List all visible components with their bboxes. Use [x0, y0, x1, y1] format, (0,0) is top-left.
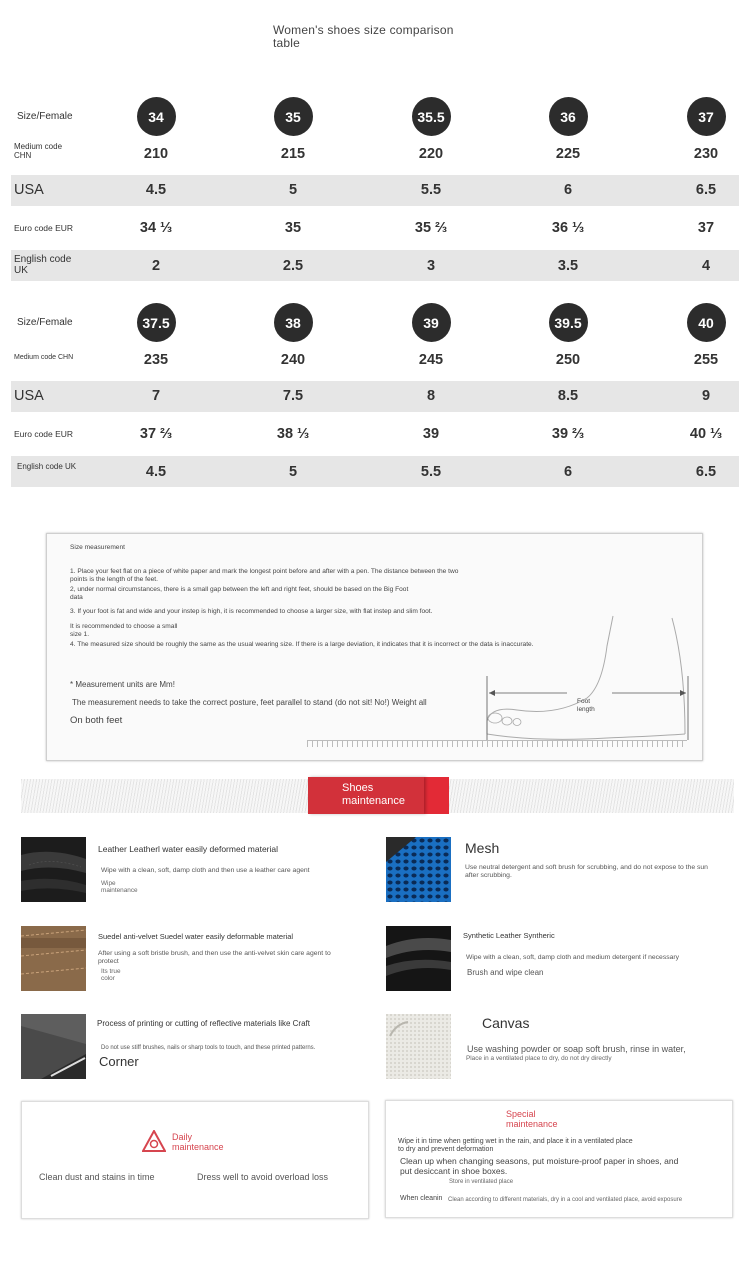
size-row [11, 96, 739, 136]
leather-title: Leather Leatherl water easily deformed material [98, 844, 279, 854]
size-circle: 34 [137, 97, 176, 136]
daily-right-text: Dress well to avoid overload loss [197, 1172, 329, 1182]
eur-row [11, 419, 739, 450]
uk-row [11, 250, 739, 281]
uk-row [11, 456, 739, 487]
page-title: Women's shoes size comparison table [273, 23, 454, 50]
chn-row [11, 346, 739, 378]
eur-cell: 39 ⅔ [551, 426, 585, 442]
craft-desc: Do not use stiff brushes, nails or sharp tools to touch, and these printed patterns. [101, 1045, 316, 1051]
chn-cell: 240 [280, 352, 306, 368]
eur-cell: 35 ⅔ [414, 220, 448, 236]
eur-cell: 34 ⅓ [139, 220, 173, 236]
usa-cell: 9 [701, 388, 711, 404]
eur-cell: 40 ⅓ [689, 426, 723, 442]
special-line-1: Wipe it in time when getting wet in the rain, and place it in a ventilated place to dry and prevent deformation [398, 1138, 633, 1153]
foot-length-label: Foot length [577, 698, 595, 713]
craft-title: Process of printing or cutting of reflective materials like Craft [97, 1019, 310, 1028]
measurement-step-4: 4. The measured size should be roughly the same as the usual wearing size. If there is a large deviation, it indicates that it is incorrect or the data is inaccurate. [70, 641, 534, 648]
canvas-desc: Use washing powder or soap soft brush, rinse in water, [467, 1044, 686, 1054]
chn-cell: 255 [693, 352, 719, 368]
synthetic-leather-note: Brush and wipe clean [467, 968, 544, 977]
suede-title: Suedel anti-velvet Suedel water easily deformable material [98, 932, 294, 941]
row-label-size: Size/Female [17, 111, 73, 122]
size-circle: 35.5 [412, 97, 451, 136]
row-label-chn: Medium code CHN [14, 142, 63, 160]
measurement-step-2: 2, under normal circumstances, there is a small gap between the left and right feet, should be based on the Big Foot data [70, 586, 409, 601]
usa-cell: 4.5 [145, 182, 167, 198]
measurement-both-feet: On both feet [70, 715, 123, 726]
foot-diagram [477, 606, 697, 746]
row-label-chn: Medium code CHN [14, 354, 74, 361]
size-circle: 35 [274, 97, 313, 136]
row-label-size: Size/Female [17, 317, 73, 328]
usa-cell: 5.5 [420, 182, 442, 198]
size-circle: 38 [274, 303, 313, 342]
eur-cell: 35 [284, 220, 302, 236]
chn-cell: 225 [555, 146, 581, 162]
size-measurement-box [46, 533, 703, 761]
usa-cell: 8 [426, 388, 436, 404]
chn-cell: 215 [280, 146, 306, 162]
special-line-4a: When cleanin [400, 1195, 443, 1202]
synthetic-leather-thumbnail [386, 926, 451, 991]
suede-desc: After using a soft bristle brush, and then use the anti-velvet skin care agent to protect [98, 950, 331, 965]
size-circle: 39.5 [549, 303, 588, 342]
usa-cell: 7 [151, 388, 161, 404]
measurement-posture: The measurement needs to take the correct posture, feet parallel to stand (do not sit! No!) Weight all [72, 698, 427, 707]
chn-cell: 235 [143, 352, 169, 368]
usa-row [11, 175, 739, 206]
daily-maintenance-box [21, 1101, 369, 1219]
chn-cell: 230 [693, 146, 719, 162]
daily-left-text: Clean dust and stains in time [39, 1172, 155, 1182]
usa-cell: 8.5 [557, 388, 579, 404]
size-circle: 40 [687, 303, 726, 342]
size-circle: 37.5 [137, 303, 176, 342]
chn-cell: 220 [418, 146, 444, 162]
uk-cell: 4.5 [145, 464, 167, 480]
usa-cell: 7.5 [282, 388, 304, 404]
size-circle: 36 [549, 97, 588, 136]
special-line-3: Store in ventilated place [449, 1179, 514, 1185]
ruler [307, 740, 687, 747]
row-label-uk: English code UK [17, 462, 77, 471]
canvas-title: Canvas [482, 1015, 530, 1031]
usa-cell: 6 [563, 182, 573, 198]
measurement-step-1: 1. Place your feet flat on a piece of white paper and mark the longest point before and after with a pen. The distance between the two points is the length of the feet. [70, 568, 459, 583]
leather-note: Wipe maintenance [101, 880, 138, 894]
eur-cell: 36 ⅓ [551, 220, 585, 236]
measurement-heading: Size measurement [70, 544, 125, 551]
measurement-step-3b: It is recommended to choose a small size 1. [70, 623, 178, 638]
size-row [11, 302, 739, 342]
chn-cell: 245 [418, 352, 444, 368]
suede-thumbnail [21, 926, 86, 991]
eur-cell: 38 ⅓ [276, 426, 310, 442]
size-circle: 37 [687, 97, 726, 136]
eur-row [11, 213, 739, 244]
uk-cell: 6 [563, 464, 573, 480]
craft-thumbnail [21, 1014, 86, 1079]
row-label-eur: Euro code EUR [14, 429, 74, 439]
measurement-units: * Measurement units are Mm! [70, 680, 175, 689]
daily-maintenance-title: Daily maintenance [172, 1132, 224, 1152]
eur-cell: 39 [422, 426, 440, 442]
banner-text: Shoes maintenance [342, 782, 405, 807]
chn-cell: 250 [555, 352, 581, 368]
usa-row [11, 381, 739, 412]
special-line-2: Clean up when changing seasons, put moisture-proof paper in shoes, and put desiccant in shoe boxes. [400, 1156, 679, 1176]
uk-cell: 5 [288, 464, 298, 480]
size-table-1 [11, 90, 739, 285]
eur-cell: 37 [697, 220, 715, 236]
mesh-desc: Use neutral detergent and soft brush for scrubbing, and do not expose to the sun after scrubbing. [465, 864, 708, 879]
uk-cell: 5.5 [420, 464, 442, 480]
chn-cell: 210 [143, 146, 169, 162]
mesh-thumbnail [386, 837, 451, 902]
craft-note: Corner [99, 1054, 139, 1069]
row-label-uk: English code UK [14, 254, 72, 276]
leather-desc: Wipe with a clean, soft, damp cloth and then use a leather care agent [101, 867, 310, 874]
size-table-2 [11, 296, 739, 491]
row-label-eur: Euro code EUR [14, 223, 74, 233]
row-label-usa: USA [14, 182, 44, 198]
special-maintenance-title: Special maintenance [506, 1109, 558, 1129]
measurement-step-3: 3. If your foot is fat and wide and your instep is high, it is recommended to choose a larger size, with flat instep and slim foot. [70, 608, 433, 615]
special-maintenance-box [385, 1100, 733, 1218]
maintenance-banner-label [308, 777, 449, 814]
uk-cell: 2.5 [282, 258, 304, 274]
synthetic-leather-title: Synthetic Leather Syntheric [463, 931, 555, 940]
uk-cell: 4 [701, 258, 711, 274]
size-circle: 39 [412, 303, 451, 342]
chn-row [11, 140, 739, 172]
uk-cell: 6.5 [695, 464, 717, 480]
canvas-note: Place in a ventilated place to dry, do not dry directly [466, 1055, 612, 1062]
eur-cell: 37 ⅔ [139, 426, 173, 442]
uk-cell: 3 [426, 258, 436, 274]
row-label-usa: USA [14, 388, 44, 404]
warning-icon [142, 1130, 166, 1152]
mesh-title: Mesh [465, 840, 500, 856]
special-line-4b: Clean according to different materials, dry in a cool and ventilated place, avoid exposure [448, 1197, 683, 1203]
usa-cell: 6.5 [695, 182, 717, 198]
leather-thumbnail [21, 837, 86, 902]
suede-note: Its true color [101, 968, 121, 982]
uk-cell: 2 [151, 258, 161, 274]
uk-cell: 3.5 [557, 258, 579, 274]
synthetic-leather-desc: Wipe with a clean, soft, damp cloth and medium detergent if necessary [466, 954, 680, 961]
usa-cell: 5 [288, 182, 298, 198]
canvas-thumbnail [386, 1014, 451, 1079]
